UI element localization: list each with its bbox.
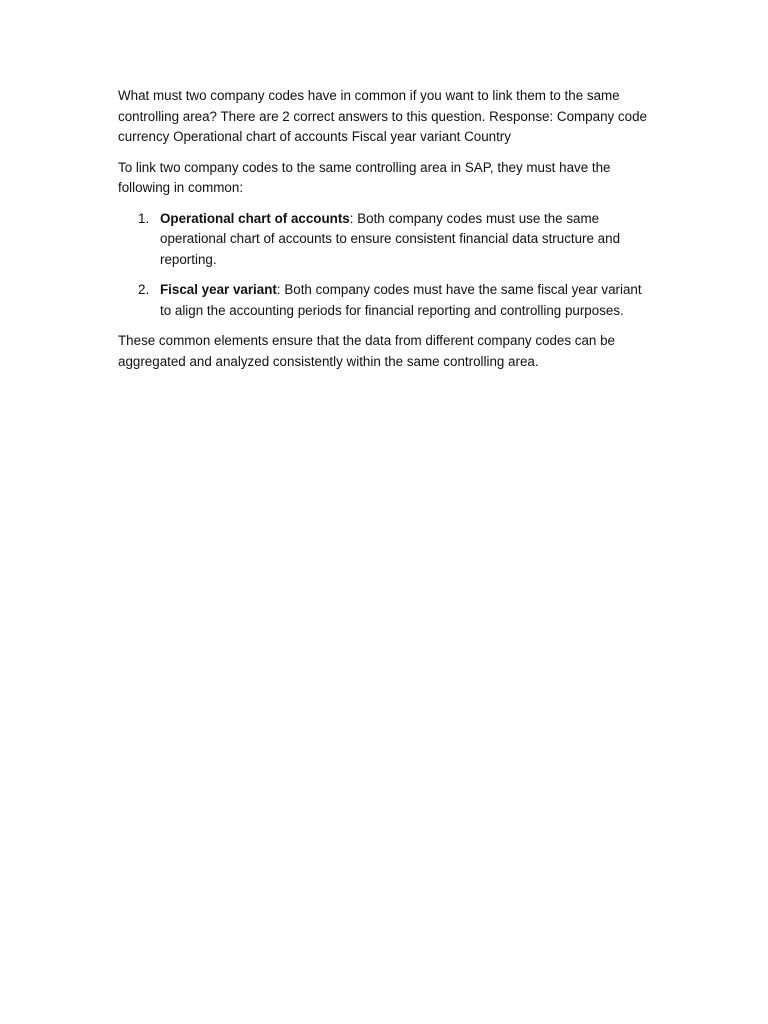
- question-paragraph: What must two company codes have in common if you want to link them to the same controlling area? There are 2 correct answers to this question. Response: Company code currency Operational chart of accounts Fiscal year variant Country: [118, 88, 647, 144]
- list-item-term: Operational chart of accounts: [160, 210, 350, 226]
- list-item-term: Fiscal year variant: [160, 282, 277, 297]
- conclusion-paragraph: These common elements ensure that the data from different company codes can be aggregated and analyzed consistently within the same controlling area.: [118, 333, 615, 369]
- list-item-number: 2.: [138, 282, 150, 297]
- document-page: [118, 86, 654, 382]
- list-item: [118, 280, 654, 321]
- intro-paragraph: To link two company codes to the same controlling area in SAP, they must have the following in common:: [118, 159, 611, 195]
- list-item-text: : Both company codes must use the same operational chart of accounts to ensure consistent financial data structure and reporting.: [160, 210, 621, 267]
- list-item: [118, 209, 654, 271]
- list-item-number: 1.: [138, 210, 150, 226]
- answer-list: [118, 209, 654, 322]
- list-item-text: : Both company codes must have the same fiscal year variant to align the accounting periods for financial reporting and controlling purposes.: [160, 282, 642, 318]
